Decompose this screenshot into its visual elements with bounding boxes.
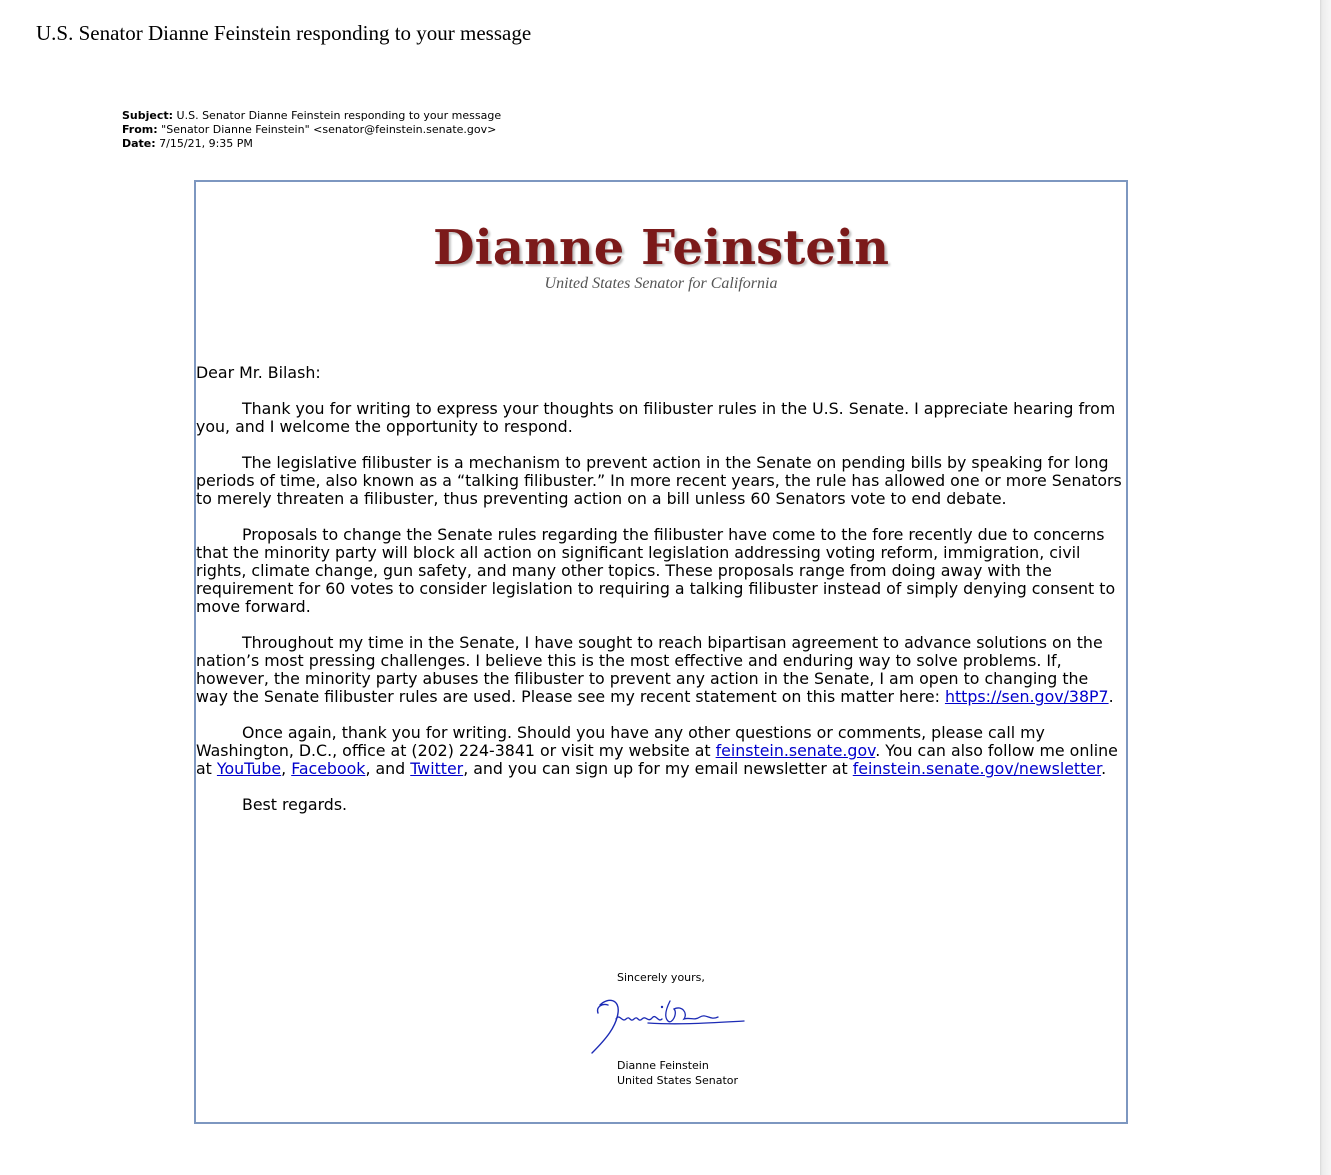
paragraph-5-text-e: , and you can sign up for my email newsletter at	[463, 759, 853, 778]
subject-label: Subject:	[122, 109, 174, 122]
date-label: Date:	[122, 137, 156, 150]
paragraph-5-text-c: ,	[281, 759, 292, 778]
paragraph-5-text-b: . You can also follow me online at	[196, 741, 1118, 778]
date-row	[122, 137, 501, 151]
masthead-name: Dianne Feinstein	[433, 220, 889, 276]
window-edge	[1320, 0, 1331, 1175]
signer-title: United States Senator	[617, 1074, 739, 1087]
email-headers	[122, 109, 501, 151]
facebook-link[interactable]: Facebook	[291, 759, 366, 778]
closing: Sincerely yours,	[617, 971, 705, 984]
statement-link[interactable]: https://sen.gov/38P7	[944, 687, 1109, 706]
letter-frame	[194, 180, 1128, 1124]
paragraph-5-text-a: Once again, thank you for writing. Should you have any other questions or comments, please call my Washington, D.C., office at (202) 224-3841 or visit my website at	[196, 723, 1045, 760]
letter-body	[196, 364, 1124, 832]
newsletter-link[interactable]: feinstein.senate.gov/newsletter	[852, 759, 1102, 778]
date-value: 7/15/21, 9:35 PM	[159, 137, 253, 150]
signer-block	[617, 1058, 738, 1088]
signature-image	[578, 983, 748, 1063]
paragraph-3: Proposals to change the Senate rules regarding the filibuster have come to the fore recently due to concerns that the minority party will block all action on significant legislation addressing voting reform, immigration, civil rights, climate change, gun safety, and many other topics. These proposals range from doing away with the requirement for 60 votes to consider legislation to requiring a talking filibuster instead of simply denying consent to move forward.	[196, 525, 1116, 616]
paragraph-1: Thank you for writing to express your thoughts on filibuster rules in the U.S. Senate. I appreciate hearing from you, and I welcome the opportunity to respond.	[196, 399, 1116, 436]
signer-name: Dianne Feinstein	[617, 1059, 709, 1072]
website-link[interactable]: feinstein.senate.gov	[715, 741, 876, 760]
paragraph-5-text-f: .	[1101, 759, 1107, 778]
subject-row	[122, 109, 501, 123]
from-row	[122, 123, 501, 137]
paragraph-4-end: .	[1108, 687, 1114, 706]
from-label: From:	[122, 123, 158, 136]
paragraph-4-text: Throughout my time in the Senate, I have sought to reach bipartisan agreement to advance solutions on the nation’s most pressing challenges. I believe this is the most effective and enduring way to solve problems. If, however, the minority party abuses the filibuster to prevent any action in the Senate, I am open to changing the way the Senate filibuster rules are used. Please see my recent statement on this matter here:	[196, 633, 1103, 706]
page-title: U.S. Senator Dianne Feinstein responding to your message	[36, 21, 532, 45]
paragraph-6: Best regards.	[242, 795, 348, 814]
masthead-subtitle: United States Senator for California	[544, 275, 778, 292]
from-value: "Senator Dianne Feinstein" <senator@feinstein.senate.gov>	[161, 123, 497, 136]
paragraph-4	[196, 634, 1124, 706]
paragraph-2: The legislative filibuster is a mechanism to prevent action in the Senate on pending bills by speaking for long periods of time, also known as a “talking filibuster.” In more recent years, the rule has allowed one or more Senators to merely threaten a filibuster, thus preventing action on a bill unless 60 Senators vote to end debate.	[196, 453, 1122, 508]
paragraph-5-text-d: , and	[365, 759, 411, 778]
salutation: Dear Mr. Bilash:	[196, 363, 321, 382]
paragraph-5	[196, 724, 1124, 778]
twitter-link[interactable]: Twitter	[410, 759, 464, 778]
youtube-link[interactable]: YouTube	[216, 759, 282, 778]
subject-value: U.S. Senator Dianne Feinstein responding to your message	[176, 109, 502, 122]
